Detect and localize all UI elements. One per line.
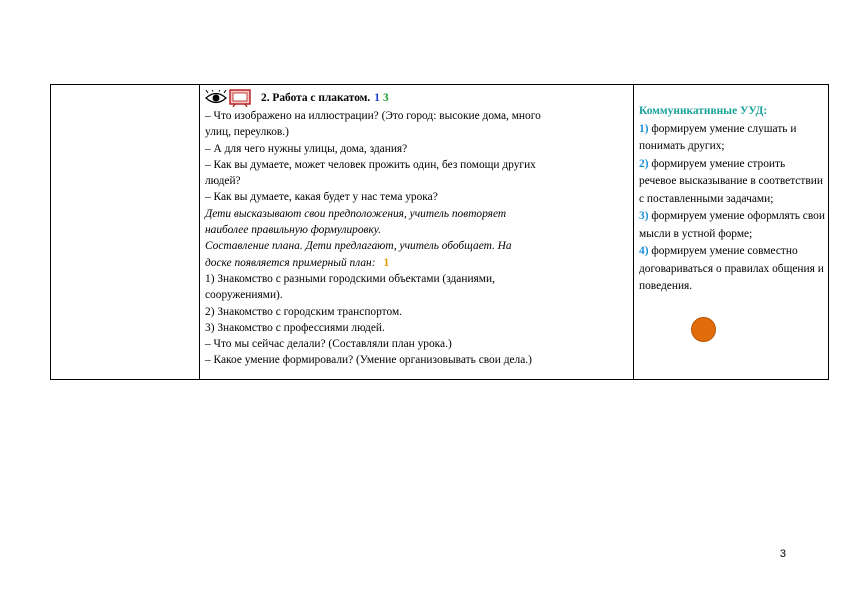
poster-icon — [229, 89, 251, 107]
uud-item-text: формируем умение слушать и понимать других; — [639, 122, 797, 152]
uud-cell — [634, 85, 829, 380]
uud-item-number: 2) — [639, 157, 649, 170]
plan-line: – Какое умение формировали? (Умение организовывать свои дела.) — [205, 354, 532, 367]
uud-title: Коммуникативные УУД: — [639, 105, 768, 117]
marker-1: 1 — [374, 91, 380, 104]
text-line: – Что изображено на иллюстрации? (Это город: высокие дома, много — [205, 110, 541, 122]
lesson-plan-table — [50, 84, 829, 380]
italic-line: доске появляется примерный план: — [205, 256, 376, 269]
empty-stage-cell — [51, 85, 200, 380]
stage-heading-line — [205, 88, 629, 108]
plan-line: – Что мы сейчас делали? (Составляли план урока.) — [205, 338, 452, 351]
italic-line: наиболее правильную формулировку. — [205, 224, 381, 237]
plan-line: сооружениями). — [205, 289, 283, 302]
uud-item-text: формируем умение строить речевое высказывание в соответствии с поставленными задачами; — [639, 157, 823, 205]
page-number: 3 — [779, 548, 786, 560]
text-line: – Как вы думаете, какая будет у нас тема урока? — [205, 191, 438, 204]
text-line: людей? — [205, 175, 241, 188]
activity-cell — [200, 85, 634, 380]
uud-item — [639, 243, 825, 296]
uud-item-text: формируем умение оформлять свои мысли в устной форме; — [639, 210, 825, 240]
plan-marker: 1 — [383, 256, 390, 269]
uud-item-text: формируем умение совместно договариваться о правилах общения и поведения. — [639, 245, 824, 292]
plan-intro-line — [205, 255, 629, 271]
heading-icons — [205, 89, 251, 107]
eye-icon — [205, 90, 227, 106]
text-line: – Как вы думаете, может человек прожить один, без помощи других — [205, 158, 536, 171]
plan-line: 3) Знакомство с профессиями людей. — [205, 321, 385, 334]
uud-item-number: 3) — [639, 210, 649, 222]
plan-line: 1) Знакомство с разными городскими объектами (зданиями, — [205, 272, 495, 285]
uud-item-number: 4) — [639, 245, 649, 257]
uud-item — [639, 208, 825, 243]
uud-item — [639, 121, 825, 156]
text-line: улиц, переулков.) — [205, 126, 289, 139]
text-line: – А для чего нужны улицы, дома, здания? — [205, 142, 408, 155]
stage-title: 2. Работа с плакатом. — [261, 91, 371, 104]
marker-3: 3 — [383, 91, 389, 104]
orange-circle — [691, 317, 716, 342]
uud-item — [639, 156, 825, 209]
italic-line: Составление плана. Дети предлагают, учитель обобщает. На — [205, 240, 512, 253]
italic-line: Дети высказывают свои предположения, учитель повторяет — [205, 207, 507, 220]
uud-item-number: 1) — [639, 122, 649, 135]
plan-line: 2) Знакомство с городским транспортом. — [205, 305, 403, 318]
